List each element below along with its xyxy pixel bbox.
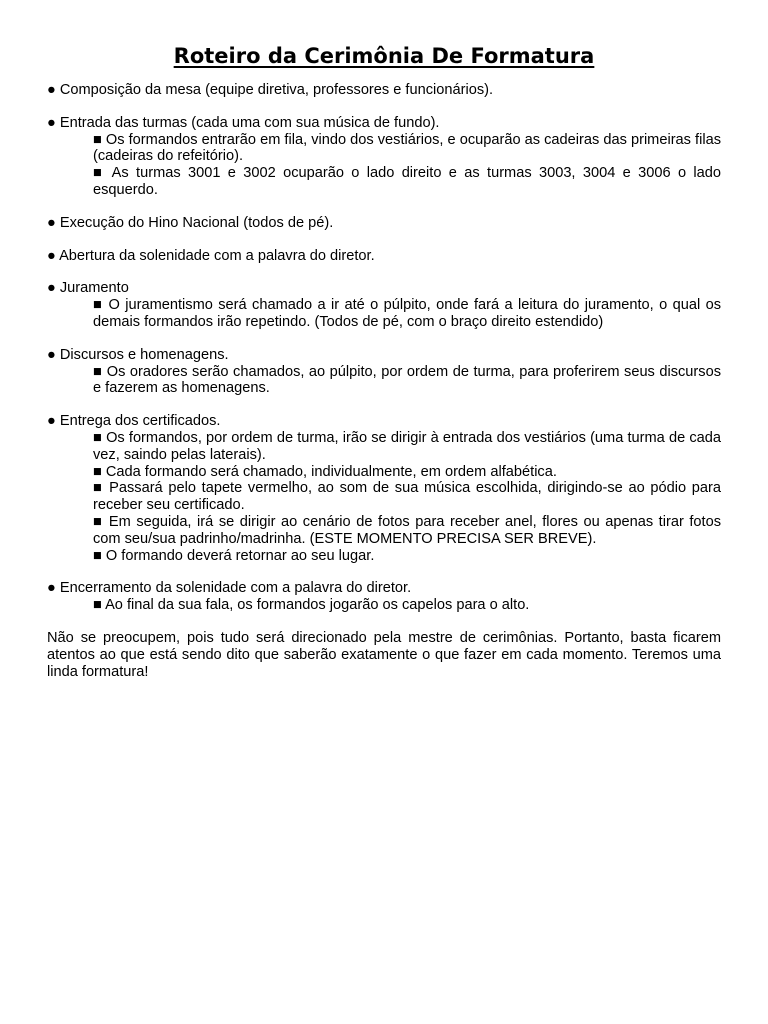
list-item-abertura [47, 248, 721, 265]
list-item-text: ● Juramento [47, 280, 129, 297]
document-title: Roteiro da Cerimônia De Formatura [173, 44, 595, 68]
closing-paragraph: Não se preocupem, pois tudo será direcionado pela mestre de cerimônias. Portanto, basta ficarem atentos ao que está sendo dito que saberão exatamente o que fazer em cada momento. Teremos uma linda formatura! [47, 629, 721, 680]
sub-item: ■ O juramentismo será chamado a ir até o púlpito, onde fará a leitura do juramento, o qual os demais formandos irão repetindo. (Todos de pé, com o braço direito estendido) [93, 297, 721, 330]
list-item-discursos [47, 347, 721, 397]
list-item-certificados [47, 413, 721, 564]
sub-item: ■ Os formandos entrarão em fila, vindo dos vestiários, e ocuparão as cadeiras das primeiras filas (cadeiras do refeitório). [93, 131, 721, 165]
document-page [47, 42, 721, 695]
sub-item: ■ Os oradores serão chamados, ao púlpito, por ordem de turma, para proferirem seus discursos e fazerem as homenagens. [93, 363, 721, 397]
list-item-composicao [47, 82, 721, 99]
list-item-text: ● Discursos e homenagens. [47, 346, 229, 363]
list-item-encerramento [47, 580, 721, 614]
list-item-text: ● Encerramento da solenidade com a palavra do diretor. [47, 580, 412, 597]
list-item-text: ● Entrada das turmas (cada uma com sua música de fundo). [47, 114, 440, 131]
sub-item: ■ Os formandos, por ordem de turma, irão se dirigir à entrada dos vestiários (uma turma de cada vez, saindo pelas laterais). [93, 429, 721, 463]
list-item-juramento [47, 280, 721, 330]
list-item-text: ● Entrega dos certificados. [47, 413, 221, 430]
sub-item: ■ O formando deverá retornar ao seu lugar. [93, 547, 375, 564]
list-item-entrada [47, 115, 721, 199]
list-item-text: ● Composição da mesa (equipe diretiva, professores e funcionários). [47, 82, 494, 98]
list-item-hino [47, 215, 721, 232]
list-item-text: ● Execução do Hino Nacional (todos de pé). [47, 214, 334, 231]
sub-item: ■ Passará pelo tapete vermelho, ao som de sua música escolhida, dirigindo-se ao pódio para receber seu certificado. [93, 480, 721, 514]
sub-item: ■ As turmas 3001 e 3002 ocuparão o lado direito e as turmas 3003, 3004 e 3006 o lado esquerdo. [93, 165, 721, 198]
sub-item: ■ Em seguida, irá se dirigir ao cenário de fotos para receber anel, flores ou apenas tirar fotos com seu/sua padrinho/madrinha. (ESTE MOMENTO PRECISA SER BREVE). [93, 513, 721, 547]
list-item-text: ● Abertura da solenidade com a palavra do diretor. [47, 247, 375, 264]
sub-item: ■ Cada formando será chamado, individualmente, em ordem alfabética. [93, 463, 557, 480]
sub-item: ■ Ao final da sua fala, os formandos jogarão os capelos para o alto. [93, 597, 530, 614]
